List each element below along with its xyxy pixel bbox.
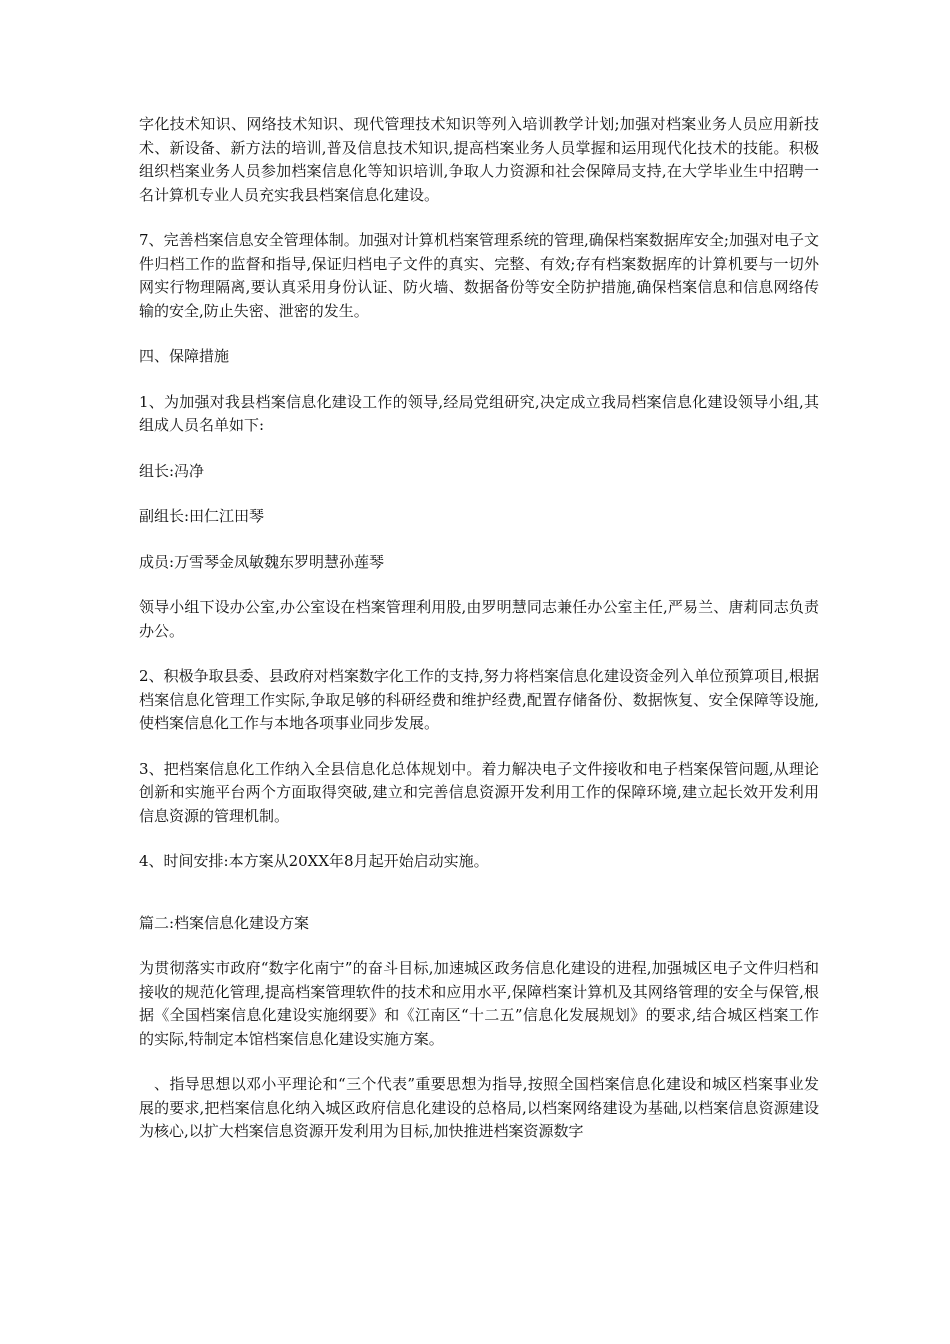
paragraph-planning: 3、把档案信息化工作纳入全县信息化总体规划中。着力解决电子文件接收和电子档案保管问题,从理论创新和实施平台两个方面取得突破,建立和完善信息资源开发利用工作的保障环境,建立起长效开发利用信息资源的管理机制。 <box>139 759 819 825</box>
paragraph-training: 字化技术知识、网络技术知识、现代管理技术知识等列入培训教学计划;加强对档案业务人员应用新技术、新设备、新方法的培训,普及信息技术知识,提高档案业务人员掌握和运用现代化技术的技能。积极组织档案业务人员参加档案信息化等知识培训,争取人力资源和社会保障局支持,在大学毕业生中招聘一名计算机专业人员充实我县档案信息化建设。 <box>139 115 819 204</box>
section-heading-guarantee: 四、保障措施 <box>139 347 230 365</box>
paragraph-deputy-leader: 副组长:田仁江田琴 <box>139 507 265 525</box>
paragraph-leader: 组长:冯净 <box>139 461 205 480</box>
document-page <box>139 113 819 1166</box>
paragraph-introduction: 为贯彻落实市政府“数字化南宁”的奋斗目标,加速城区政务信息化建设的进程,加强城区电子文件归档和接收的规范化管理,提高档案管理软件的技术和应用水平,保障档案计算机及其网络管理的安全与保管,根据《全国档案信息化建设实施纲要》和《江南区“十二五”信息化发展规划》的要求,结合城区档案工作的实际,特制定本馆档案信息化建设实施方案。 <box>139 959 819 1048</box>
section-heading-part-two: 篇二:档案信息化建设方案 <box>139 913 310 932</box>
paragraph-leadership: 1、为加强对我县档案信息化建设工作的领导,经局党组研究,决定成立我局档案信息化建设领导小组,其组成人员名单如下: <box>139 392 819 434</box>
paragraph-security: 7、完善档案信息安全管理体制。加强对计算机档案管理系统的管理,确保档案数据库安全;加强对电子文件归档工作的监督和指导,保证归档电子文件的真实、完整、有效;存有档案数据库的计算机要与一切外网实行物理隔离,要认真采用身份认证、防火墙、数据备份等安全防护措施,确保档案信息和信息网络传输的安全,防止失密、泄密的发生。 <box>139 231 819 320</box>
paragraph-guiding-ideology: 、指导思想以邓小平理论和“三个代表”重要思想为指导,按照全国档案信息化建设和城区档案事业发展的要求,把档案信息化纳入城区政府信息化建设的总格局,以档案网络建设为基础,以档案信息资源建设为核心,以扩大档案信息资源开发利用为目标,加快推进档案资源数字 <box>139 1075 819 1140</box>
paragraph-office: 领导小组下设办公室,办公室设在档案管理利用股,由罗明慧同志兼任办公室主任,严易兰、唐莉同志负责办公。 <box>139 598 819 640</box>
paragraph-members: 成员:万雪琴金凤敏魏东罗明慧孙莲琴 <box>139 552 385 571</box>
paragraph-schedule: 4、时间安排:本方案从20XX年8月起开始启动实施。 <box>139 852 489 870</box>
paragraph-funding: 2、积极争取县委、县政府对档案数字化工作的支持,努力将档案信息化建设资金列入单位预算项目,根据档案信息化管理工作实际,争取足够的科研经费和维护经费,配置存储备份、数据恢复、安全保障等设施,使档案信息化工作与本地各项事业同步发展。 <box>139 667 819 732</box>
